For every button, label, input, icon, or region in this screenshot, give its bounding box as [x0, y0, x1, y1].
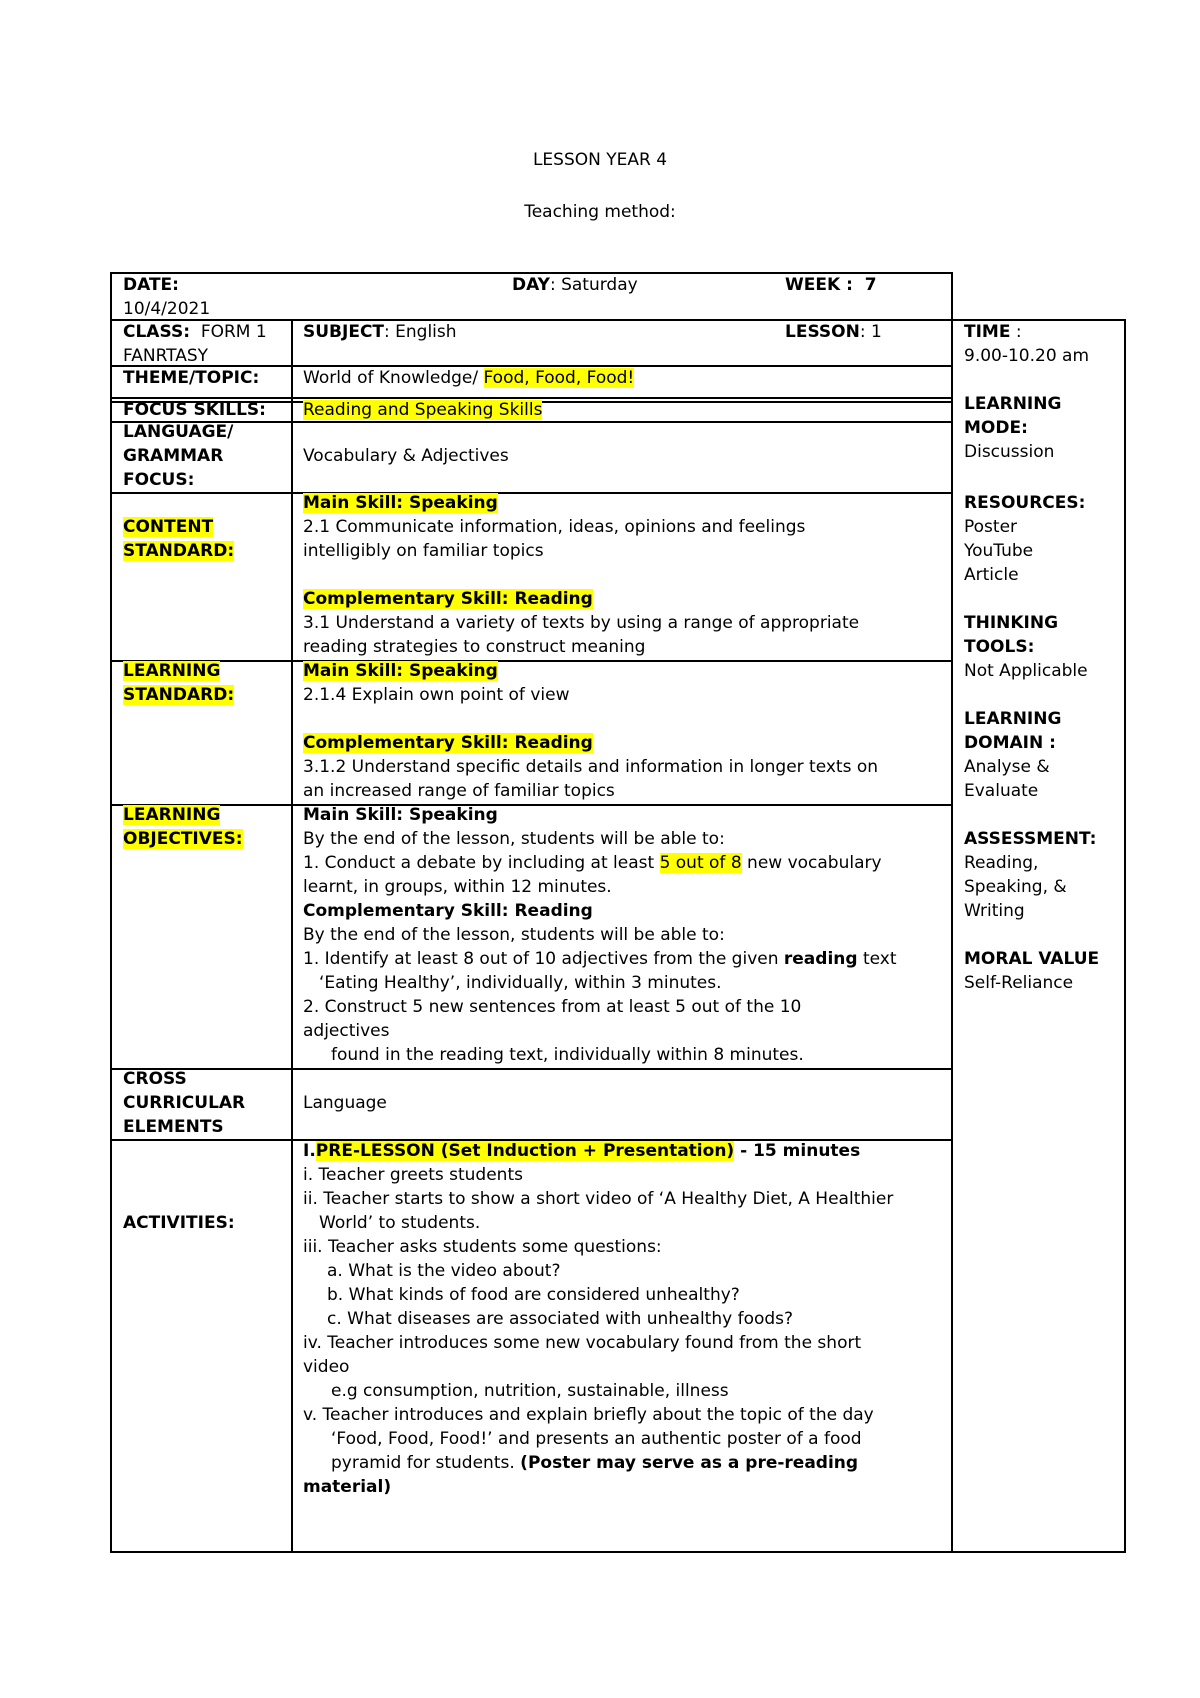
grammar-label-3: FOCUS:	[123, 470, 195, 490]
learning-domain-label-2: DOMAIN :	[964, 733, 1056, 753]
week-label: WEEK :	[785, 275, 853, 295]
page-subtitle: Teaching method:	[524, 202, 676, 222]
theme-label: THEME/TOPIC:	[123, 368, 260, 388]
cross-label-1: CROSS	[123, 1069, 187, 1089]
cross-label-3: ELEMENTS	[123, 1117, 224, 1137]
assessment-item: Writing	[964, 901, 1025, 921]
assessment-item: Speaking, &	[964, 877, 1067, 897]
activity-step: e.g consumption, nutrition, sustainable, illness	[331, 1381, 729, 1401]
content-comp-line-2: reading strategies to construct meaning	[303, 637, 646, 657]
activity-step: ii. Teacher starts to show a short video of ‘A Healthy Diet, A Healthier	[303, 1189, 894, 1209]
activity-question: a. What is the video about?	[327, 1261, 561, 1281]
thinking-tools-value: Not Applicable	[964, 661, 1088, 681]
obj-2-line-2: ‘Eating Healthy’, individually, within 3 minutes.	[319, 973, 722, 993]
content-comp-line-1: 3.1 Understand a variety of texts by using a range of appropriate	[303, 613, 860, 633]
mode-value: Discussion	[964, 442, 1055, 462]
assessment-item: Reading,	[964, 853, 1039, 873]
lesson-value: : 1	[859, 322, 882, 342]
obj-3-line-3: found in the reading text, individually within 8 minutes.	[331, 1045, 804, 1065]
subject-label: SUBJECT	[303, 322, 385, 342]
ls-comp-line-2: an increased range of familiar topics	[303, 781, 615, 801]
learning-standard-label-2: STANDARD:	[123, 685, 235, 705]
obj-intro-1: By the end of the lesson, students will be able to:	[303, 829, 725, 849]
mode-label-1: LEARNING	[964, 394, 1062, 414]
activity-step: iv. Teacher introduces some new vocabulary found from the short	[303, 1333, 862, 1353]
content-standard-label-1: CONTENT	[123, 517, 214, 537]
resource-item: Poster	[964, 517, 1018, 537]
activity-step: World’ to students.	[319, 1213, 481, 1233]
subject-value: : English	[384, 322, 457, 342]
day-field	[512, 273, 638, 297]
obj-3: 2. Construct 5 new sentences from at least 5 out of the 10	[303, 997, 802, 1017]
grammar-label-1: LANGUAGE/	[123, 422, 234, 442]
mode-label-2: MODE:	[964, 418, 1028, 438]
activity-step: iii. Teacher asks students some questions:	[303, 1237, 662, 1257]
theme-plain: World of Knowledge/	[303, 368, 484, 388]
content-comp-title: Complementary Skill: Reading	[303, 589, 593, 609]
obj-1-highlight: 5 out of 8	[659, 853, 742, 873]
objectives-label-2: OBJECTIVES:	[123, 829, 243, 849]
content-standard-label-2: STANDARD:	[123, 541, 235, 561]
activity-step: material)	[303, 1477, 392, 1497]
activity-step: video	[303, 1357, 350, 1377]
learning-domain-label-1: LEARNING	[964, 709, 1062, 729]
moral-value: Self-Reliance	[964, 973, 1074, 993]
class-label: CLASS:	[123, 322, 190, 342]
week-field	[785, 273, 877, 297]
page-title: LESSON YEAR 4	[532, 150, 668, 170]
time-field: TIME :	[964, 322, 1022, 342]
subject-field	[303, 320, 457, 344]
obj-intro-2: By the end of the lesson, students will be able to:	[303, 925, 725, 945]
class-field	[123, 320, 267, 344]
activities-heading: I.PRE-LESSON (Set Induction + Presentation) - 15 minutes	[303, 1141, 861, 1161]
date-value: 10/4/2021	[123, 299, 211, 319]
content-main-title: Main Skill: Speaking	[303, 493, 498, 513]
grammar-value: Vocabulary & Adjectives	[303, 446, 509, 466]
objectives-label-1: LEARNING	[123, 805, 221, 825]
activity-question: c. What diseases are associated with unhealthy foods?	[327, 1309, 794, 1329]
cross-label-2: CURRICULAR	[123, 1093, 246, 1113]
assessment-label: ASSESSMENT:	[964, 829, 1097, 849]
activity-step: ‘Food, Food, Food!’ and presents an authentic poster of a food	[331, 1429, 862, 1449]
theme-highlight: Food, Food, Food!	[483, 368, 635, 388]
learning-domain-value-1: Analyse &	[964, 757, 1050, 777]
activity-question: b. What kinds of food are considered unhealthy?	[327, 1285, 740, 1305]
moral-value-label: MORAL VALUE	[964, 949, 1100, 969]
learning-standard-label-1: LEARNING	[123, 661, 221, 681]
focus-value	[303, 398, 542, 422]
class-value-2: FANRTASY	[123, 346, 209, 366]
theme-value	[303, 366, 634, 390]
obj-1-line-2: learnt, in groups, within 12 minutes.	[303, 877, 612, 897]
time-value: 9.00-10.20 am	[964, 346, 1090, 366]
cross-value: Language	[303, 1093, 387, 1113]
day-label: DAY	[512, 275, 550, 295]
activity-step: pyramid for students. (Poster may serve as a pre-reading	[331, 1453, 859, 1473]
content-main-line-1: 2.1 Communicate information, ideas, opinions and feelings	[303, 517, 806, 537]
activities-label: ACTIVITIES:	[123, 1213, 235, 1233]
content-main-line-2: intelligibly on familiar topics	[303, 541, 544, 561]
ls-main-line-1: 2.1.4 Explain own point of view	[303, 685, 570, 705]
resource-item: Article	[964, 565, 1019, 585]
thinking-tools-label-2: TOOLS:	[964, 637, 1035, 657]
resource-item: YouTube	[964, 541, 1034, 561]
thinking-tools-label-1: THINKING	[964, 613, 1059, 633]
learning-domain-value-2: Evaluate	[964, 781, 1039, 801]
ls-main-title: Main Skill: Speaking	[303, 661, 498, 681]
focus-highlight: Reading and Speaking Skills	[303, 400, 543, 420]
date-label: DATE:	[123, 275, 179, 295]
grammar-label-2: GRAMMAR	[123, 446, 224, 466]
lesson-field	[785, 320, 882, 344]
day-value: : Saturday	[549, 275, 638, 295]
activity-step: v. Teacher introduces and explain briefly about the topic of the day	[303, 1405, 874, 1425]
obj-main-title: Main Skill: Speaking	[303, 805, 498, 825]
activity-step: i. Teacher greets students	[303, 1165, 523, 1185]
obj-1: 1. Conduct a debate by including at least 5 out of 8 new vocabulary	[303, 853, 882, 873]
obj-comp-title: Complementary Skill: Reading	[303, 901, 593, 921]
lesson-label: LESSON	[785, 322, 860, 342]
ls-comp-title: Complementary Skill: Reading	[303, 733, 593, 753]
week-value: 7	[864, 275, 877, 295]
class-value: FORM 1	[200, 322, 267, 342]
focus-label: FOCUS SKILLS:	[123, 400, 266, 420]
resources-label: RESOURCES:	[964, 493, 1086, 513]
obj-2: 1. Identify at least 8 out of 10 adjectives from the given reading text	[303, 949, 897, 969]
obj-3-line-2: adjectives	[303, 1021, 390, 1041]
ls-comp-line-1: 3.1.2 Understand specific details and information in longer texts on	[303, 757, 879, 777]
